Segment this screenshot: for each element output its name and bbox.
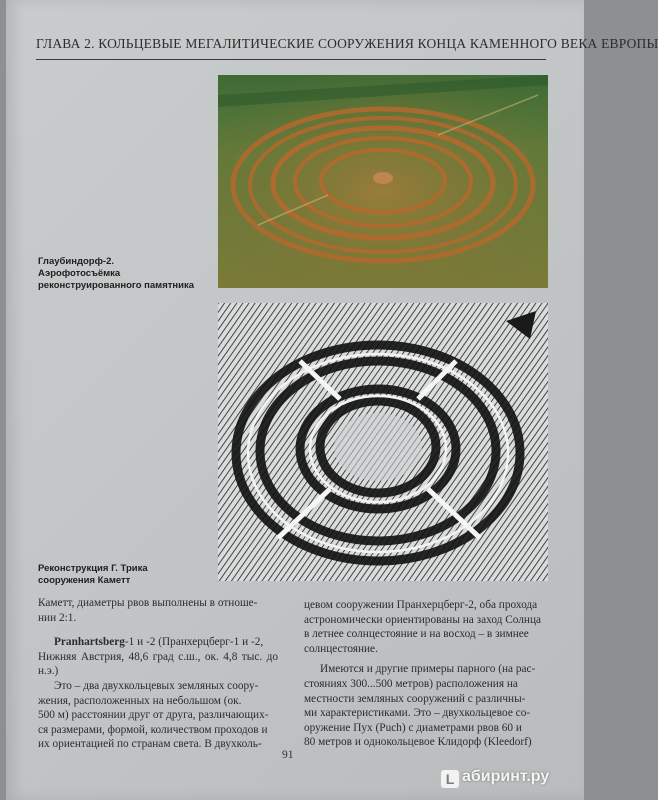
site-name: Pranhartsberg xyxy=(54,636,125,649)
text-line: Это – два двухкольцевых земляных соору- xyxy=(54,679,259,692)
photo-caption-line: Аэрофотосъёмка xyxy=(38,268,121,279)
text-fragment: -1 и -2 (Пранхерцберг-1 и -2, xyxy=(124,636,264,649)
text-line: 80 метров и однокольцевое Клидорф (Kleedorf) xyxy=(304,736,532,749)
text-line: ся размерами, формой, количеством проходов и xyxy=(38,723,268,736)
text-line: Имеются и другие примеры парного (на рас- xyxy=(320,663,536,676)
site-watermark xyxy=(441,768,549,788)
text-line: местности земляных сооружений с различны- xyxy=(304,692,526,705)
drawing-caption-line: сооружения Каметт xyxy=(38,575,131,586)
photo-caption-line: реконструированного памятника xyxy=(38,280,195,291)
header-rule xyxy=(36,59,546,60)
text-line: цевом сооружении Пранхерцберг-2, оба прохода xyxy=(304,599,538,611)
left-text-column xyxy=(38,596,278,752)
aerial-photo xyxy=(218,75,548,288)
site-heading-line xyxy=(38,635,278,650)
text-line: в летнее солнцестояние и на восход – в зимнее xyxy=(304,628,529,641)
photo-caption-line: Глаубиндорф-2. xyxy=(38,256,114,267)
text-line: Каметт, диаметры рвов выполнены в отноше- xyxy=(38,597,258,609)
drawing-caption-line: Реконструкция Г. Трика xyxy=(38,563,148,574)
photo-caption xyxy=(38,256,194,292)
watermark-logo-icon: L xyxy=(441,770,459,788)
text-line: оружение Пух (Puch) с диаметрами рвов 60 и xyxy=(304,721,522,734)
text-line: жения, расположенных на небольшом (ок. xyxy=(38,694,242,707)
watermark-text: абиринт.ру xyxy=(462,768,550,785)
text-line: нии 2:1. xyxy=(38,611,77,624)
reconstruction-drawing xyxy=(218,303,548,581)
book-page xyxy=(6,0,658,800)
text-line: Нижняя Австрия, 48,6 град с.ш., ок. 4,8 тыс. до н.э.) xyxy=(38,650,278,678)
drawing-caption xyxy=(38,563,148,587)
text-line: стояниях 300...500 метров) расположения на xyxy=(304,677,518,690)
chapter-header: ГЛАВА 2. КОЛЬЦЕВЫЕ МЕГАЛИТИЧЕСКИЕ СООРУЖЕНИЯ КОНЦА КАМЕННОГО ВЕКА ЕВРОПЫ xyxy=(36,36,658,51)
page-number: 91 xyxy=(282,749,294,761)
text-line: 500 м) расстоянии друг от друга, различающих- xyxy=(38,709,269,722)
text-line: астрономически ориентированы на заход Солнца xyxy=(304,613,542,626)
text-line: солнцестояние. xyxy=(304,642,378,655)
text-line: ми характеристиками. Это – двухкольцевое со- xyxy=(304,707,531,720)
text-line: их ориентацией по странам света. В двухколь- xyxy=(38,738,262,751)
right-text-column xyxy=(304,598,546,750)
